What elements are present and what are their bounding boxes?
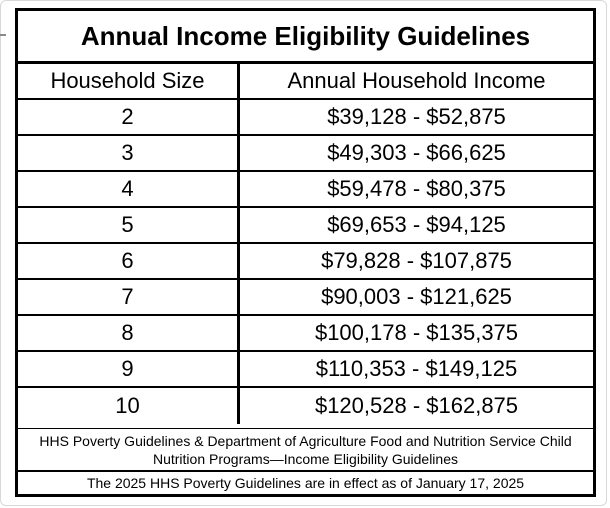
household-size-cell: 10 [18, 388, 240, 424]
household-size-cell: 3 [18, 136, 240, 170]
table-header-row [18, 64, 593, 100]
household-size-cell: 2 [18, 100, 240, 134]
annual-income-cell: $90,003 - $121,625 [321, 284, 512, 309]
table-row [18, 244, 593, 280]
household-size-cell: 9 [18, 352, 240, 386]
annual-income-cell: $110,353 - $149,125 [315, 356, 518, 381]
table-row [18, 388, 593, 424]
annual-income-cell: $39,128 - $52,875 [327, 104, 506, 129]
edge-marker [0, 34, 6, 36]
table-row [18, 136, 593, 172]
effective-date-note: The 2025 HHS Poverty Guidelines are in effect as of January 17, 2025 [86, 475, 525, 491]
table-row [18, 172, 593, 208]
annual-income-cell: $69,653 - $94,125 [327, 212, 506, 237]
table-row [18, 316, 593, 352]
header-annual-income: Annual Household Income [287, 68, 546, 93]
annual-income-cell: $79,828 - $107,875 [321, 248, 512, 273]
annual-income-cell: $59,478 - $80,375 [327, 176, 506, 201]
annual-income-cell: $49,303 - $66,625 [327, 140, 506, 165]
household-size-cell: 4 [18, 172, 240, 206]
table-row [18, 208, 593, 244]
eligibility-table [15, 8, 596, 497]
annual-income-cell: $100,178 - $135,375 [314, 320, 519, 345]
source-note: HHS Poverty Guidelines & Department of Agriculture Food and Nutrition Service Child Nutrition Programs—Income Eligibility Guidelines [18, 428, 593, 472]
household-size-cell: 6 [18, 244, 240, 278]
table-row [18, 100, 593, 136]
header-household-size: Household Size [18, 64, 240, 98]
household-size-cell: 8 [18, 316, 240, 350]
table-title: Annual Income Eligibility Guidelines [18, 11, 593, 64]
household-size-cell: 5 [18, 208, 240, 242]
table-row [18, 352, 593, 388]
household-size-cell: 7 [18, 280, 240, 314]
annual-income-cell: $120,528 - $162,875 [314, 393, 519, 418]
table-row [18, 280, 593, 316]
